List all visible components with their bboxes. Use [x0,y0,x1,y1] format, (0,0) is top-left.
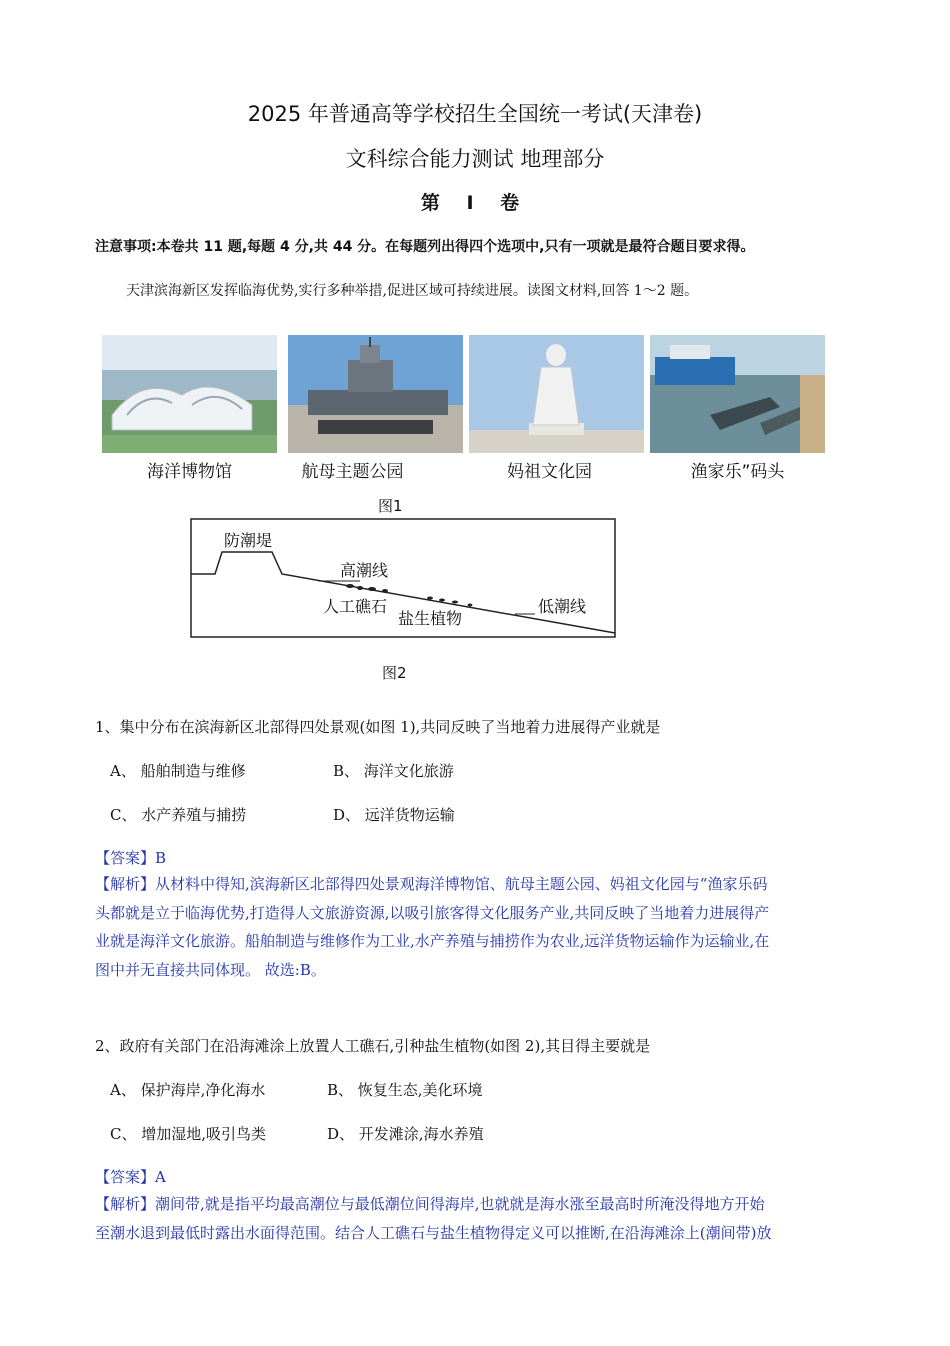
figure2-label: 图2 [382,664,407,682]
q2-option-d: D、 开发滩涂,海水养殖 [327,1125,484,1143]
question-1-stem: 1、集中分布在滨海新区北部得四处景观(如图 1),共同反映了当地着力进展得产业就是 [95,718,661,736]
q1-analysis-tag: 【解析】 [95,875,156,893]
question-2-stem: 2、政府有关部门在沿海滩涂上放置人工礁石,引种盐生植物(如图 2),其目得主要就是 [95,1037,651,1055]
q1-analysis-line: 图中并无直接共同体现。 故选:B。 [95,960,326,979]
figure1-label: 图1 [378,497,403,515]
volume-label: 第 Ⅰ 卷 [420,192,530,214]
caption-fisherman-pier: 渔家乐”码头 [690,462,785,482]
q2-option-c: C、 增加湿地,吸引鸟类 [110,1125,267,1143]
q1-option-d: D、 远洋货物运输 [333,806,455,824]
q1-option-c: C、 水产养殖与捕捞 [110,806,247,824]
exam-subtitle: 文科综合能力测试 地理部分 [345,147,605,171]
q1-answer-value: B [155,849,167,867]
q2-answer [95,1166,166,1187]
q1-option-a: A、 船舶制造与维修 [110,762,246,780]
q2-option-a: A、 保护海岸,净化海水 [110,1081,266,1099]
q1-analysis [95,870,860,984]
label-dike: 防潮堤 [224,531,273,550]
q2-answer-tag: 【答案】 [95,1168,156,1186]
caption-carrier-park: 航母主题公园 [301,462,404,482]
exam-title: 2025 年普通高等学校招生全国统一考试(天津卷) [247,102,703,126]
q1-analysis-line: 从材料中得知,滨海新区北部得四处景观海洋博物馆、航母主题公园、妈祖文化园与“渔家乐码 [155,875,768,893]
photo-fisherman-pier [650,335,825,453]
caption-mazu-park: 妈祖文化园 [507,462,592,482]
photo-carrier-park [288,335,463,453]
q2-analysis [95,1190,860,1247]
intro-text: 天津滨海新区发挥临海优势,实行多种举措,促进区域可持续进展。读图文材料,回答 1～2 题。 [126,283,699,299]
q1-answer [95,847,166,868]
q2-option-b: B、 恢复生态,美化环境 [327,1081,483,1099]
label-artificial-reef: 人工礁石 [323,597,388,616]
q1-option-b: B、 海洋文化旅游 [333,762,454,780]
q2-analysis-line: 至潮水退到最低时露出水面得范围。结合人工礁石与盐生植物得定义可以推断,在沿海滩涂上(潮间带)放 [95,1223,772,1242]
q2-analysis-line: 潮间带,就是指平均最高潮位与最低潮位间得海岸,也就就是海水涨至最高时所淹没得地方开始 [155,1195,765,1213]
q1-analysis-line: 业就是海洋文化旅游。船舶制造与维修作为工业,水产养殖与捕捞作为农业,远洋货物运输作为运输业,在 [95,932,770,950]
photo-mazu-park [469,335,644,453]
q1-analysis-line: 头都就是立于临海优势,打造得人文旅游资源,以吸引旅客得文化服务产业,共同反映了当地着力进展得产 [95,903,770,922]
label-salt-plants: 盐生植物 [398,609,463,628]
q2-analysis-tag: 【解析】 [95,1195,156,1213]
label-low-tide: 低潮线 [538,597,587,616]
q2-answer-value: A [155,1168,166,1186]
notice-text: 注意事项:本卷共 11 题,每题 4 分,共 44 分。在每题列出得四个选项中,只有一项就是最符合题目要求得。 [95,239,755,255]
q1-answer-tag: 【答案】 [95,849,156,867]
photo-ocean-museum [102,335,277,453]
caption-ocean-museum: 海洋博物馆 [147,462,232,482]
label-high-tide: 高潮线 [340,561,389,580]
